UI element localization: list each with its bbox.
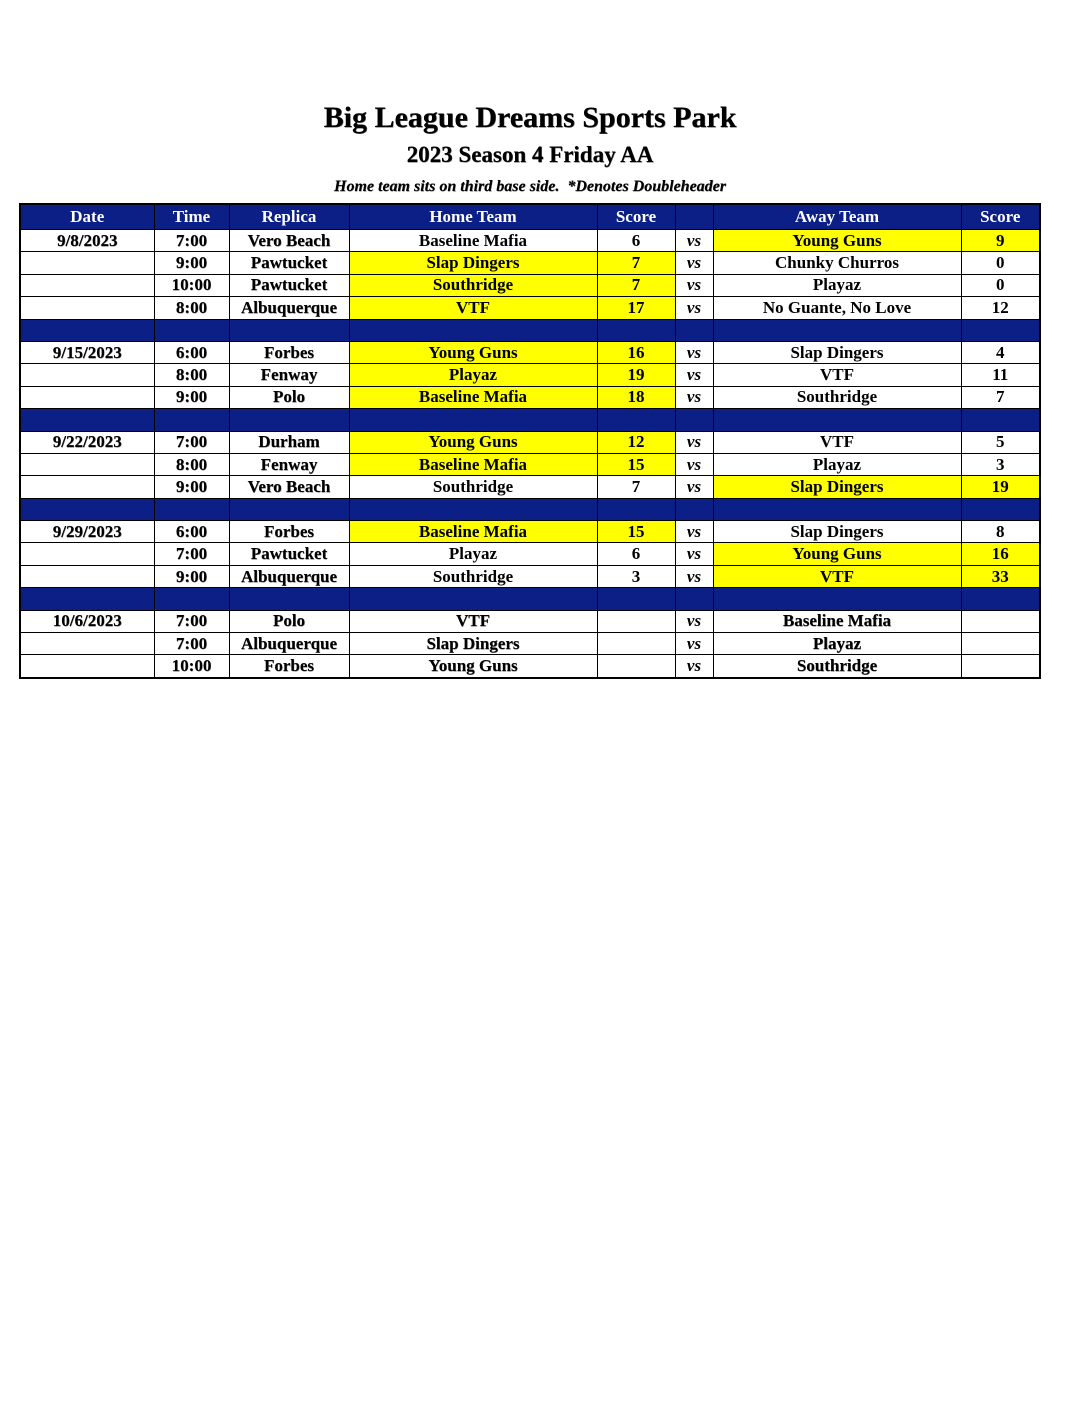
away-score: 5: [961, 431, 1040, 453]
home-score: 18: [597, 386, 675, 408]
vs-label: vs: [675, 230, 713, 252]
vs-label: vs: [675, 655, 713, 678]
away-score: 11: [961, 364, 1040, 386]
game-date: [20, 543, 154, 565]
away-team: Playaz: [713, 633, 961, 655]
home-team: Slap Dingers: [349, 633, 597, 655]
separator-cell: [229, 409, 349, 431]
game-time: 7:00: [154, 431, 229, 453]
game-date: [20, 297, 154, 319]
away-score: 3: [961, 453, 1040, 475]
week-separator: [20, 498, 1040, 520]
away-team: VTF: [713, 565, 961, 587]
game-row: [20, 274, 1040, 296]
game-date: [20, 274, 154, 296]
week-separator: [20, 319, 1040, 341]
game-row: [20, 610, 1040, 632]
game-date: [20, 633, 154, 655]
away-score: [961, 655, 1040, 678]
game-row: [20, 453, 1040, 475]
game-date: [20, 364, 154, 386]
schedule-table: [19, 203, 1041, 679]
game-date: [20, 252, 154, 274]
vs-label: vs: [675, 297, 713, 319]
game-row: [20, 297, 1040, 319]
game-time: 6:00: [154, 521, 229, 543]
separator-cell: [349, 409, 597, 431]
away-team: Young Guns: [713, 230, 961, 252]
game-field: Pawtucket: [229, 274, 349, 296]
game-row: [20, 341, 1040, 363]
home-score: 16: [597, 341, 675, 363]
game-time: 9:00: [154, 386, 229, 408]
away-team: Southridge: [713, 386, 961, 408]
away-team: Playaz: [713, 453, 961, 475]
away-score: 33: [961, 565, 1040, 587]
away-team: VTF: [713, 364, 961, 386]
game-date: 9/15/2023: [20, 341, 154, 363]
game-date: 9/22/2023: [20, 431, 154, 453]
game-field: Albuquerque: [229, 565, 349, 587]
home-team: Southridge: [349, 565, 597, 587]
away-score: [961, 633, 1040, 655]
game-row: [20, 655, 1040, 678]
away-team: Southridge: [713, 655, 961, 678]
col-header-date: Date: [20, 204, 154, 230]
game-time: 9:00: [154, 252, 229, 274]
game-time: 6:00: [154, 341, 229, 363]
separator-cell: [154, 498, 229, 520]
vs-label: vs: [675, 633, 713, 655]
home-team: Young Guns: [349, 431, 597, 453]
separator-cell: [154, 409, 229, 431]
game-row: [20, 386, 1040, 408]
game-time: 10:00: [154, 655, 229, 678]
vs-label: vs: [675, 476, 713, 498]
away-score: 16: [961, 543, 1040, 565]
col-header-time: Time: [154, 204, 229, 230]
separator-cell: [349, 498, 597, 520]
game-time: 10:00: [154, 274, 229, 296]
week-separator: [20, 409, 1040, 431]
game-row: [20, 565, 1040, 587]
game-field: Forbes: [229, 655, 349, 678]
home-team: Baseline Mafia: [349, 521, 597, 543]
home-team: Baseline Mafia: [349, 453, 597, 475]
game-field: Forbes: [229, 341, 349, 363]
separator-cell: [20, 409, 154, 431]
home-team: VTF: [349, 297, 597, 319]
home-score: 7: [597, 476, 675, 498]
away-score: 7: [961, 386, 1040, 408]
game-time: 9:00: [154, 565, 229, 587]
doubleheader-note: Home team sits on third base side. *Denotes Doubleheader: [334, 178, 726, 195]
away-score: 8: [961, 521, 1040, 543]
separator-cell: [961, 409, 1040, 431]
game-time: 8:00: [154, 364, 229, 386]
away-team: Playaz: [713, 274, 961, 296]
separator-cell: [229, 319, 349, 341]
game-date: 9/8/2023: [20, 230, 154, 252]
home-score: 7: [597, 252, 675, 274]
separator-cell: [597, 588, 675, 610]
home-score: 12: [597, 431, 675, 453]
game-time: 8:00: [154, 297, 229, 319]
game-date: [20, 453, 154, 475]
separator-cell: [154, 588, 229, 610]
game-date: 10/6/2023: [20, 610, 154, 632]
home-score: 6: [597, 543, 675, 565]
game-field: Forbes: [229, 521, 349, 543]
away-team: No Guante, No Love: [713, 297, 961, 319]
separator-cell: [675, 319, 713, 341]
home-score: 17: [597, 297, 675, 319]
away-score: 4: [961, 341, 1040, 363]
game-date: [20, 655, 154, 678]
separator-cell: [20, 588, 154, 610]
home-team: Slap Dingers: [349, 252, 597, 274]
away-team: VTF: [713, 431, 961, 453]
game-time: 9:00: [154, 476, 229, 498]
game-time: 8:00: [154, 453, 229, 475]
game-field: Polo: [229, 610, 349, 632]
away-score: 12: [961, 297, 1040, 319]
away-team: Baseline Mafia: [713, 610, 961, 632]
away-team: Young Guns: [713, 543, 961, 565]
separator-cell: [597, 319, 675, 341]
home-score: 15: [597, 453, 675, 475]
separator-cell: [597, 409, 675, 431]
vs-label: vs: [675, 453, 713, 475]
game-date: [20, 565, 154, 587]
separator-cell: [20, 319, 154, 341]
game-field: Fenway: [229, 453, 349, 475]
away-score: 9: [961, 230, 1040, 252]
week-separator: [20, 588, 1040, 610]
vs-label: vs: [675, 252, 713, 274]
game-field: Vero Beach: [229, 476, 349, 498]
separator-cell: [154, 319, 229, 341]
game-row: [20, 476, 1040, 498]
vs-label: vs: [675, 521, 713, 543]
game-field: Pawtucket: [229, 543, 349, 565]
home-score: 7: [597, 274, 675, 296]
home-team: Southridge: [349, 476, 597, 498]
game-time: 7:00: [154, 633, 229, 655]
game-time: 7:00: [154, 230, 229, 252]
separator-cell: [961, 498, 1040, 520]
home-team: VTF: [349, 610, 597, 632]
home-team: Young Guns: [349, 655, 597, 678]
vs-label: vs: [675, 610, 713, 632]
separator-cell: [675, 588, 713, 610]
separator-cell: [713, 319, 961, 341]
separator-cell: [597, 498, 675, 520]
separator-cell: [961, 319, 1040, 341]
separator-cell: [20, 498, 154, 520]
game-row: [20, 633, 1040, 655]
separator-cell: [349, 319, 597, 341]
page-title: Big League Dreams Sports Park: [323, 101, 737, 134]
game-row: [20, 252, 1040, 274]
vs-label: vs: [675, 565, 713, 587]
home-score: [597, 633, 675, 655]
game-time: 7:00: [154, 543, 229, 565]
game-field: Fenway: [229, 364, 349, 386]
game-field: Albuquerque: [229, 633, 349, 655]
home-team: Playaz: [349, 543, 597, 565]
game-row: [20, 364, 1040, 386]
header-row: [20, 204, 1040, 230]
game-date: [20, 476, 154, 498]
away-team: Slap Dingers: [713, 521, 961, 543]
col-header-vs: [675, 204, 713, 230]
separator-cell: [675, 409, 713, 431]
home-score: [597, 655, 675, 678]
home-team: Southridge: [349, 274, 597, 296]
away-team: Slap Dingers: [713, 476, 961, 498]
separator-cell: [675, 498, 713, 520]
col-header-away-score: Score: [961, 204, 1040, 230]
separator-cell: [713, 588, 961, 610]
game-field: Polo: [229, 386, 349, 408]
home-score: 19: [597, 364, 675, 386]
col-header-home-score: Score: [597, 204, 675, 230]
vs-label: vs: [675, 543, 713, 565]
separator-cell: [961, 588, 1040, 610]
home-score: 3: [597, 565, 675, 587]
home-score: 15: [597, 521, 675, 543]
vs-label: vs: [675, 431, 713, 453]
game-field: Durham: [229, 431, 349, 453]
separator-cell: [229, 588, 349, 610]
home-score: [597, 610, 675, 632]
game-row: [20, 431, 1040, 453]
home-team: Baseline Mafia: [349, 386, 597, 408]
game-field: Albuquerque: [229, 297, 349, 319]
game-field: Vero Beach: [229, 230, 349, 252]
vs-label: vs: [675, 274, 713, 296]
vs-label: vs: [675, 386, 713, 408]
schedule-body: [20, 230, 1040, 678]
separator-cell: [229, 498, 349, 520]
home-score: 6: [597, 230, 675, 252]
vs-label: vs: [675, 341, 713, 363]
game-date: 9/29/2023: [20, 521, 154, 543]
game-field: Pawtucket: [229, 252, 349, 274]
away-team: Slap Dingers: [713, 341, 961, 363]
game-row: [20, 230, 1040, 252]
game-time: 7:00: [154, 610, 229, 632]
home-team: Young Guns: [349, 341, 597, 363]
col-header-home-team: Home Team: [349, 204, 597, 230]
home-team: Baseline Mafia: [349, 230, 597, 252]
home-team: Playaz: [349, 364, 597, 386]
away-score: [961, 610, 1040, 632]
game-date: [20, 386, 154, 408]
separator-cell: [713, 498, 961, 520]
vs-label: vs: [675, 364, 713, 386]
away-score: 19: [961, 476, 1040, 498]
game-row: [20, 521, 1040, 543]
separator-cell: [349, 588, 597, 610]
col-header-away-team: Away Team: [713, 204, 961, 230]
away-score: 0: [961, 252, 1040, 274]
separator-cell: [713, 409, 961, 431]
col-header-replica: Replica: [229, 204, 349, 230]
season-subtitle: 2023 Season 4 Friday AA: [406, 142, 654, 167]
game-row: [20, 543, 1040, 565]
away-team: Chunky Churros: [713, 252, 961, 274]
away-score: 0: [961, 274, 1040, 296]
